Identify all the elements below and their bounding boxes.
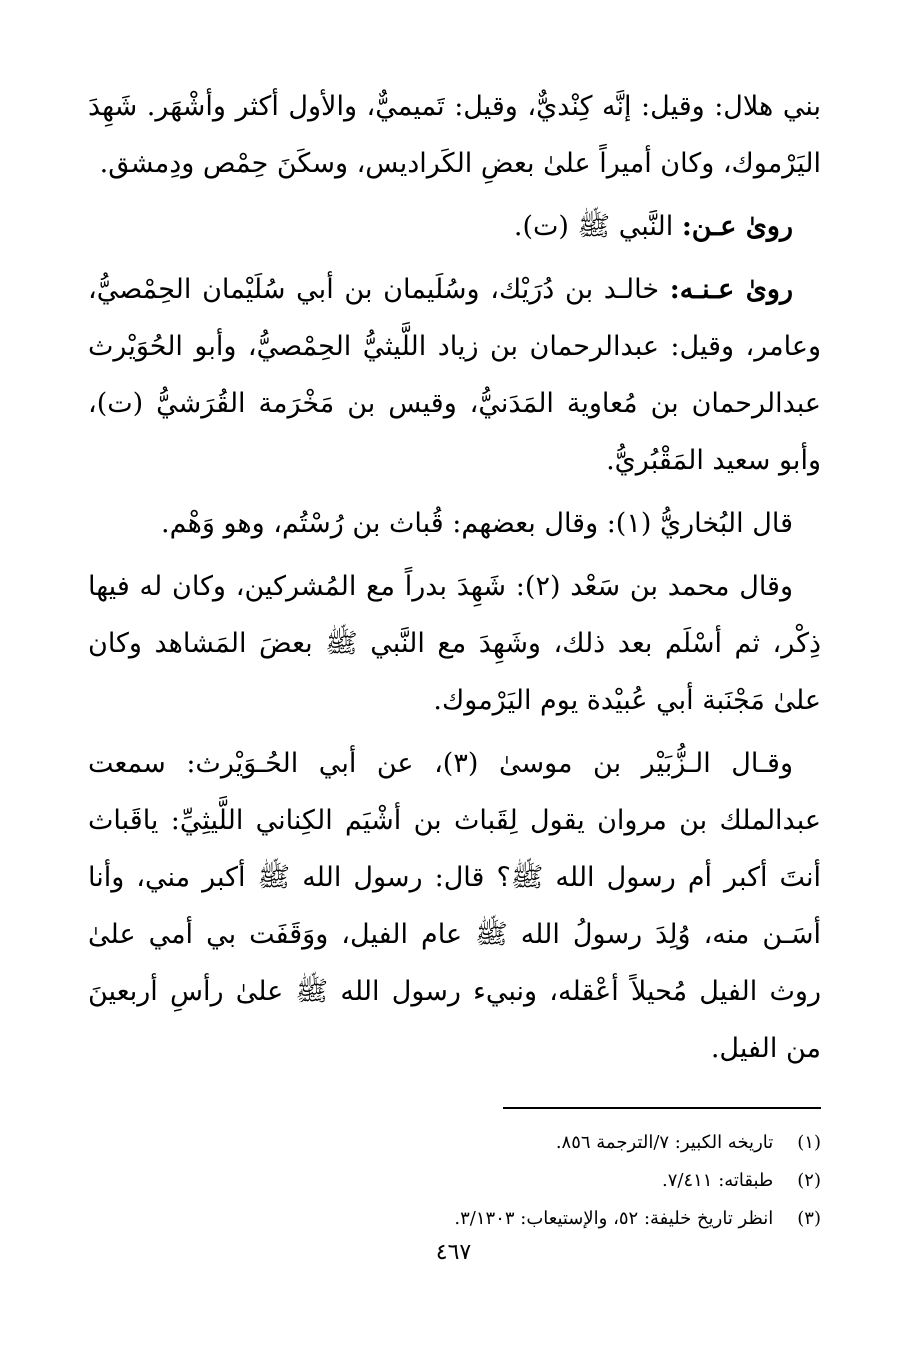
footnote-text: طبقاته: ٧/٤١١. [661, 1170, 774, 1191]
page-number: ٤٦٧ [435, 1240, 472, 1265]
section-label-rawa-anhu: رویٰ عـنـه: [669, 274, 793, 305]
footnote-number: (١) [797, 1132, 821, 1153]
footnote [88, 1200, 821, 1238]
footnotes [88, 1124, 821, 1238]
footnote-divider [503, 1107, 821, 1109]
paragraph-rawa-an [88, 198, 821, 255]
paragraph-zubayr: وقـال الـزُّبَيْر بن موسىٰ (٣)، عن أبي الحُـوَيْرث: سمعت عبدالملك بن مروان يقول لِقَباث بن أشْيَم الكِناني اللَّيثِيِّ: ياقَباث أنتَ أكبر أم رسول الله ﷺ؟ قال: رسول الله ﷺ أكبر مني، وأنا أسَـن منه، وُلِدَ رسولُ الله ﷺ عام الفيل، ووَقَفَت بي أمي علىٰ روث الفيل مُحيلاً أعْقله، ونبيء رسول الله ﷺ علىٰ رأسِ أربعينَ من الفيل. [88, 748, 821, 1064]
paragraph-1: بني هلال: وقيل: إنَّه كِنْديٌّ، وقيل: تَميميٌّ، والأول أكثر وأشْهَر. شَهِدَ اليَرْموك، وكان أميراً علىٰ بعضِ الكَراديس، وسكَنَ حِمْص ودِمشق. [88, 91, 821, 179]
footnote [88, 1162, 821, 1200]
paragraph-ibn-sad: وقال محمد بن سَعْد (٢): شَهِدَ بدراً مع المُشركين، وكان له فيها ذِكْر، ثم أسْلَم بعد ذلك، وشَهِدَ مع النَّبي ﷺ بعضَ المَشاهد وكان علىٰ مَجْنَبة أبي عُبيْدة يوم اليَرْموك. [88, 571, 821, 716]
footnote [88, 1124, 821, 1162]
main-text [88, 78, 821, 1083]
footnote-number: (٣) [797, 1208, 821, 1229]
section-label-rawa-an: رویٰ عـن: [681, 211, 793, 242]
paragraph-bukhari: قال البُخاريُّ (١): وقال بعضهم: قُباث بن رُسْتُم، وهو وَهْم. [161, 508, 793, 539]
footnote-text: تاريخه الكبير: ٧/الترجمة ٨٥٦. [555, 1132, 774, 1153]
paragraph-rawa-anhu [88, 261, 821, 489]
footnote-text: انظر تاريخ خليفة: ٥٢، والإستيعاب: ٣/١٣٠٣. [454, 1208, 774, 1229]
rawa-an-text: النَّبي ﷺ (ت). [513, 211, 674, 242]
footnote-number: (٢) [797, 1170, 821, 1191]
rawa-anhu-text: خالـد بن دُرَيْك، وسُلَيمان بن أبي سُلَيْمان الحِمْصيُّ، وعامر، وقيل: عبدالرحمان بن زياد اللَّيثيُّ الحِمْصيُّ، وأبو الحُوَيْرث عبدالرحمان بن مُعاوية المَدَنيُّ، وقيس بن مَخْرَمة القُرَشيُّ (ت)، وأبو سعيد المَقْبُريُّ. [88, 274, 821, 476]
